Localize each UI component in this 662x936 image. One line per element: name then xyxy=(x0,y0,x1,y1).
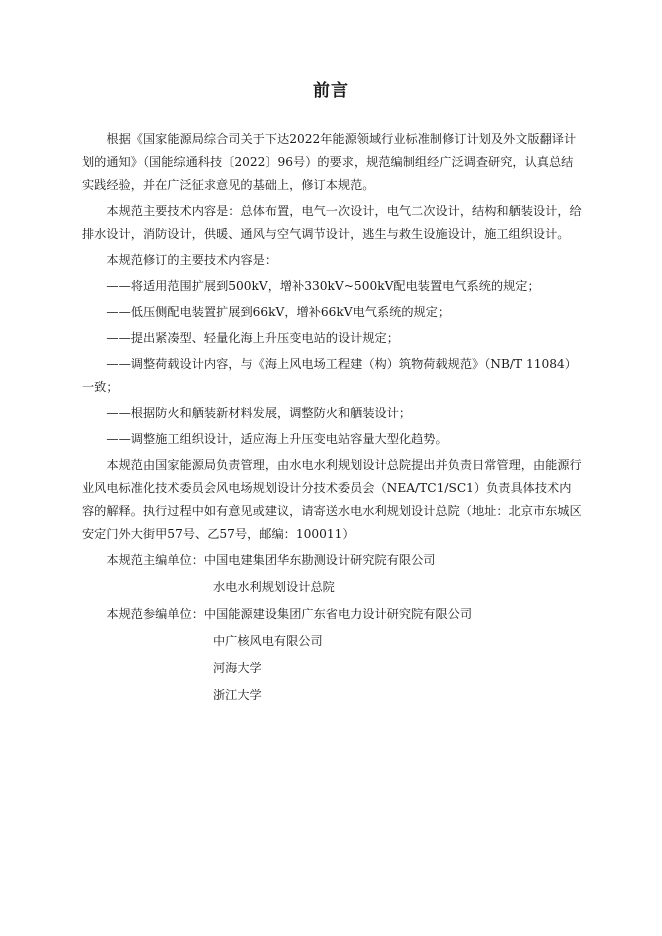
revision-item: ——根据防火和舾装新材料发展，调整防火和舾装设计； xyxy=(106,406,412,420)
chief-editor-label: 本规范主编单位： xyxy=(106,553,204,567)
participant-org: 河海大学 xyxy=(213,661,262,675)
revisions-intro: 本规范修订的主要技术内容是： xyxy=(106,253,278,267)
revision-item: ——调整荷载设计内容，与《海上风电场工程建（构）筑物荷载规范》（NB/T 11084）一致； xyxy=(82,357,577,394)
revision-item: ——调整施工组织设计，适应海上升压变电站容量大型化趋势。 xyxy=(106,432,448,446)
foreword-body xyxy=(82,128,582,707)
participants-label: 本规范参编单位： xyxy=(106,607,204,621)
revision-item: ——将适用范围扩展到500kV，增补330kV~500kV配电装置电气系统的规定； xyxy=(106,279,540,293)
participants-row xyxy=(82,603,582,626)
chief-editor-row xyxy=(82,549,582,572)
management-paragraph: 本规范由国家能源局负责管理，由水电水利规划设计总院提出并负责日常管理，由能源行业风电标准化技术委员会风电场规划设计分技术委员会（NEA/TC1/SC1）负责具体技术内容的解释。执行过程中如有意见或建议，请寄送水电水利规划设计总院（地址：北京市东城区安定门外大街甲57号、乙57号，邮编：100011） xyxy=(82,458,582,541)
chief-editor-org: 水电水利规划设计总院 xyxy=(213,580,335,594)
participant-org: 中国能源建设集团广东省电力设计研究院有限公司 xyxy=(203,607,473,621)
contents-paragraph: 本规范主要技术内容是：总体布置，电气一次设计，电气二次设计，结构和舾装设计，给排水设计，消防设计，供暖、通风与空气调节设计，逃生与救生设施设计，施工组织设计。 xyxy=(82,204,582,241)
participant-org: 中广核风电有限公司 xyxy=(213,634,323,648)
revision-item: ——提出紧凑型、轻量化海上升压变电站的设计规定； xyxy=(106,331,399,345)
page-title: 前言 xyxy=(313,81,349,101)
participant-org: 浙江大学 xyxy=(213,688,262,702)
intro-paragraph: 根据《国家能源局综合司关于下达2022年能源领域行业标准制修订计划及外文版翻译计划的通知》（国能综通科技〔2022〕96号）的要求，规范编制组经广泛调查研究，认真总结实践经验，并在广泛征求意见的基础上，修订本规范。 xyxy=(82,132,577,192)
chief-editor-org: 中国电建集团华东勘测设计研究院有限公司 xyxy=(203,553,436,567)
revision-item: ——低压侧配电装置扩展到66kV，增补66kV电气系统的规定； xyxy=(106,305,451,319)
